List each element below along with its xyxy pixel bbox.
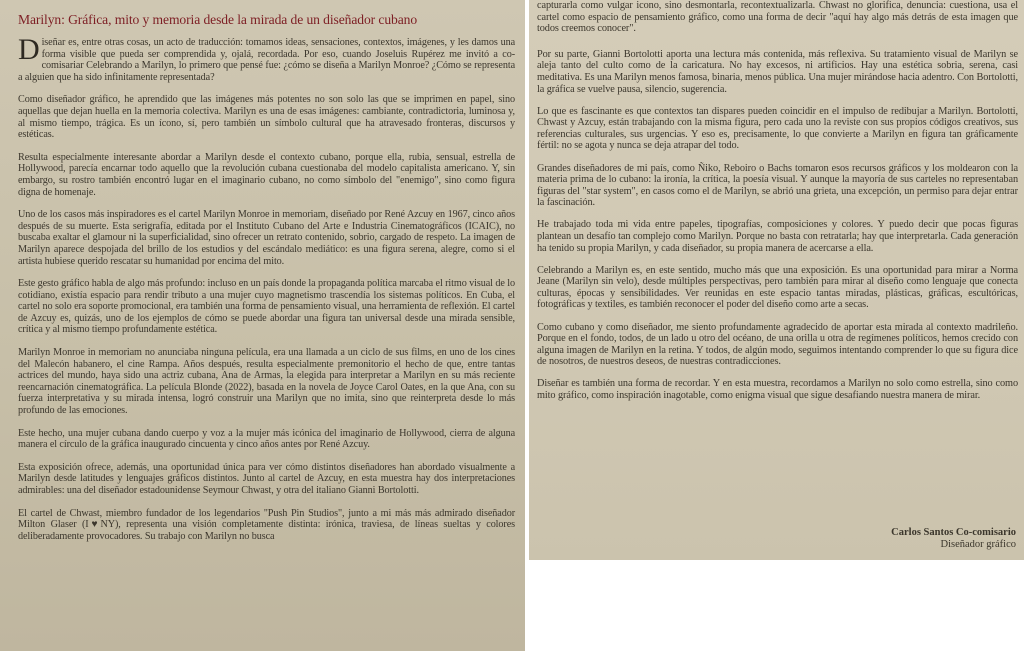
article-title: Marilyn: Gráfica, mito y memoria desde la mirada de un diseñador cubano	[18, 12, 418, 27]
body-paragraph: Este hecho, una mujer cubana dando cuerpo y voz a la mujer más icónica del imaginario de Hollywood, cierra de alguna manera el círculo de la gráfica inaugurado cincuenta y cinco años antes por René Azcuy.	[18, 427, 515, 451]
body-paragraph: Como cubano y como diseñador, me siento profundamente agradecido de aportar esta mirada al contexto madrileño. Porque en el fondo, todos, de un lado u otro del océano, de una orilla u otra de regímenes políticos, hemos crecido con alguna imagen de Marilyn en la retina. Y todos, de algún modo, seguimos intentando comprender lo que su figura dice de nosotros, de nuestros deseos, de nuestras contradicciones.	[537, 321, 1018, 368]
intro-paragraph	[18, 33, 515, 83]
body-paragraph: Esta exposición ofrece, además, una oportunidad única para ver cómo distintos diseñadores han abordado visualmente a Marilyn desde latitudes y lenguajes gráficos distintos. Junto al cartel de Azcuy, en esta muestra hay dos interpretaciones admirables: una del diseñador estadounidense Seymour Chwast, y otra del italiano Gianni Bortolotti.	[18, 461, 515, 496]
body-paragraph: Por su parte, Gianni Bortolotti aporta una lectura más contenida, más reflexiva. Su tratamiento visual de Marilyn se aleja tanto del culto como de la caricatura. No hay excesos, ni artificios. Hay una estética sobria, serena, casi meditativa. Es una Marilyn menos famosa, binaria, menos pública. Una mujer mirándose hacia adentro. Con Bortolotti, la gráfica se vuelve pausa, silencio, sugerencia.	[537, 48, 1018, 95]
body-paragraph: Lo que es fascinante es que contextos tan dispares pueden coincidir en el impulso de redibujar a Marilyn. Bortolotti, Chwast y Azcuy, están trabajando con la misma figura, pero cada uno la reviste con sus propios códigos creativos, sus referencias culturales, sus urgencias. Y eso es, precisamente, lo que convierte a Marilyn en figura tan gráficamente fértil: no se agota y nunca se deja atrapar del todo.	[537, 105, 1018, 152]
body-paragraph: Grandes diseñadores de mi país, como Ñiko, Reboiro o Bachs tomaron esos recursos gráficos y los moldearon con la materia prima de lo cubano: la ironía, la crítica, la poesía visual. Y aunque la mayoría de sus carteles no representaban figuras del "star system", en casos como el de Marilyn, se abrió una grieta, una excepción, un permiso para dejar entrar la fascinación.	[537, 162, 1018, 209]
signature-name: Carlos Santos Co-comisario	[891, 527, 1016, 538]
drop-cap: D	[18, 33, 40, 66]
signature-role: Diseñador gráfico	[940, 539, 1016, 550]
signature-block	[891, 527, 1016, 551]
body-paragraph: He trabajado toda mi vida entre papeles, tipografías, composiciones y colores. Y puedo decir que pocas figuras plantean un desafío tan complejo como Marilyn. Porque no basta con retratarla; hay que interpretarla. Cada generación ha tenido su propia Marilyn, y cada diseñador, su propia manera de acercarse a ella.	[537, 219, 1018, 254]
body-paragraph: Este gesto gráfico habla de algo más profundo: incluso en un país donde la propaganda política marcaba el ritmo visual de lo cotidiano, existía espacio para rendir tributo a una mujer cuyo magnetismo trascendía los sistemas políticos. En Cuba, el cartel no solo era soporte promocional, era también una forma de pensamiento visual, una herramienta de reflexión. El cartel de Azcuy es, quizás, uno de los ejemplos de cómo se puede abordar una figura tan universal desde una mirada sensible, crítica y al mismo tiempo profundamente estética.	[18, 278, 515, 336]
body-paragraph: capturarla como vulgar icono, sino desmontarla, recontextualizarla. Chwast no glorifica, denuncia: cuestiona, usa el cartel como espacio de pensamiento gráfico, como una forma de decir "aquí hay algo más detrás de esta imagen que todos creemos conocer".	[537, 0, 1018, 35]
right-page	[529, 0, 1024, 560]
body-paragraph: Marilyn Monroe in memoriam no anunciaba ninguna película, era una llamada a un ciclo de sus films, en uno de los cines del Malecón habanero, el cine Rampa. Años después, resulta especialmente premonitorio el hecho de que, entre tantas actrices del mundo, haya sido una actriz cubana, Ana de Armas, la elegida para interpretar a Marilyn en su más reciente reencarnación cinematográfica. La película Blonde (2022), basada en la novela de Joyce Carol Oates, en la que Ana, con su fuerza interpretativa y su mirada intensa, logró construir una Marilyn que no imita, sino que reinterpreta desde lo más profundo de las emociones.	[18, 347, 515, 417]
body-paragraph: El cartel de Chwast, miembro fundador de los legendarios "Push Pin Studios", junto a mi más más admirado diseñador Milton Glaser (I♥NY), representa una visión completamente distinta: irónica, traviesa, de líneas sueltas y colores deliberadamente provocadores. Su trabajo con Marilyn no busca	[18, 507, 515, 542]
body-paragraph: Diseñar es también una forma de recordar. Y en esta muestra, recordamos a Marilyn no solo como estrella, sino como mito gráfico, como inspiración inagotable, como enigma visual que sigue desafiando nuestra manera de mirar.	[537, 378, 1018, 402]
intro-text: iseñar es, entre otras cosas, un acto de traducción: tomamos ideas, sensaciones, contextos, imágenes, y les damos una forma visible que pueda ser comprendida y, ojalá, recordada. Por eso, cuando Joseluis Rupérez me invitó a co-comisariar Celebrando a Marilyn, lo primero que pensé fue: ¿cómo se diseña a Marilyn Monroe? ¿Cómo se representa a alguien que ha sido infinitamente representada?	[18, 37, 515, 83]
body-paragraph: Como diseñador gráfico, he aprendido que las imágenes más potentes no son solo las que se imprimen en papel, sino aquellas que dejan huella en la memoria colectiva. Marilyn es una de esas imágenes: cambiante, contradictoria, luminosa y, al mismo tiempo, trágica. Es un ícono, sí, pero también un símbolo cultural que ha atravesado fronteras, discursos y estéticas.	[18, 94, 515, 141]
body-paragraph: Celebrando a Marilyn es, en este sentido, mucho más que una exposición. Es una oportunidad para mirar a Norma Jeane (Marilyn sin velo), desde múltiples perspectivas, pero también para mirar al diseño como lenguaje que conecta culturas, épocas y sensibilidades. Ver reunidas en este espacio tantas miradas, plásticas, gráficas, escultóricas, fotográficas y textiles, es también reconocer el poder del diseño como arte a secas.	[537, 264, 1018, 311]
left-page-body	[18, 33, 515, 542]
right-page-body	[537, 0, 1018, 402]
body-paragraph: Uno de los casos más inspiradores es el cartel Marilyn Monroe in memoriam, diseñado por René Azcuy en 1967, cinco años después de su muerte. Esta serigrafía, editada por el Instituto Cubano del Arte e Industria Cinematográficos (ICAIC), no buscaba exaltar el glamour ni la superficialidad, sino ofrecer un retrato contenido, sobrio, cargado de respeto. La imagen de Marilyn aparece despojada del brillo de los estudios y del escándalo mediático: es una figura serena, alegre, como si el artista hubiese querido rescatar su humanidad por encima del mito.	[18, 209, 515, 267]
body-paragraph: Resulta especialmente interesante abordar a Marilyn desde el contexto cubano, porque ella, rubia, sensual, estrella de Hollywood, parecía encarnar todo aquello que la revolución cubana cuestionaba del modelo capitalista americano. Y, sin embargo, su rostro también encontró lugar en el imaginario cubano, no como símbolo del "enemigo", sino como figura digna de homenaje.	[18, 151, 515, 198]
